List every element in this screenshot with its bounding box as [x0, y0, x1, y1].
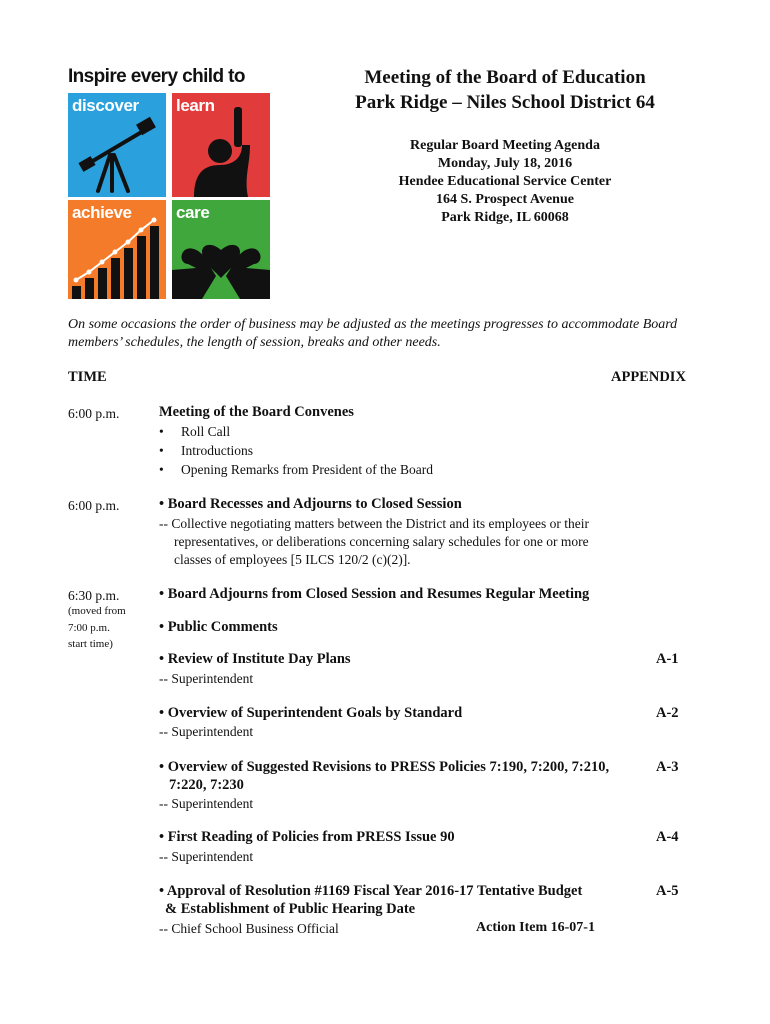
- action-item-number: Action Item 16-07-1: [476, 920, 595, 935]
- agenda-time: 6:00 p.m.: [68, 406, 120, 421]
- agenda-item-desc: representatives, or deliberations concerning salary schedules for one or more: [174, 534, 589, 549]
- logo-word-learn: learn: [176, 96, 215, 115]
- agenda-item-title: • Overview of Superintendent Goals by Standard: [159, 705, 463, 721]
- agenda-item-title-cont: & Establishment of Public Hearing Date: [165, 901, 416, 917]
- raised-hand-child-icon: [172, 93, 270, 197]
- logo-tagline: Inspire every child to: [68, 66, 245, 87]
- agenda-bullet: • Opening Remarks from President of the Board: [159, 462, 433, 477]
- logo-word-discover: discover: [72, 96, 139, 115]
- agenda-item-title: Meeting of the Board Convenes: [159, 404, 354, 420]
- logo-tile-care: [172, 200, 270, 299]
- agenda-presenter: -- Superintendent: [159, 796, 254, 811]
- logo-tile-discover: [68, 93, 166, 197]
- logo-tile-learn: [172, 93, 270, 197]
- district-logo: [68, 66, 270, 300]
- growth-chart-icon: [68, 200, 166, 299]
- agenda-bullet-text: Roll Call: [181, 424, 231, 439]
- agenda-bullet-text: Introductions: [181, 443, 253, 458]
- agenda-item-desc: -- Collective negotiating matters between the District and its employees or their: [159, 516, 589, 531]
- agenda-presenter: -- Superintendent: [159, 724, 254, 739]
- meeting-street: 164 S. Prospect Avenue: [436, 192, 574, 207]
- appendix-ref: A-5: [656, 883, 679, 899]
- agenda-time: 6:30 p.m.: [68, 588, 120, 603]
- agenda-presenter: -- Chief School Business Official: [159, 921, 339, 936]
- telescope-icon: [68, 93, 166, 197]
- agenda-presenter: -- Superintendent: [159, 671, 254, 686]
- agenda-item-title-cont: 7:220, 7:230: [169, 777, 244, 793]
- agenda-item-title: • Board Adjourns from Closed Session and Resumes Regular Meeting: [159, 586, 590, 602]
- agenda-item-title: • First Reading of Policies from PRESS Issue 90: [159, 829, 455, 845]
- meeting-city: Park Ridge, IL 60068: [441, 210, 569, 225]
- meeting-date: Monday, July 18, 2016: [437, 156, 573, 171]
- appendix-column-header: APPENDIX: [611, 369, 686, 385]
- agenda-bullet-text: Opening Remarks from President of the Board: [181, 462, 433, 477]
- time-note: start time): [68, 638, 113, 650]
- agenda-type: Regular Board Meeting Agenda: [410, 138, 600, 153]
- district-name: Park Ridge – Niles School District 64: [355, 92, 655, 113]
- heart-hands-icon: [172, 200, 270, 299]
- agenda-presenter: -- Superintendent: [159, 849, 254, 864]
- agenda-item-title: • Board Recesses and Adjourns to Closed Session: [159, 496, 462, 512]
- agenda-item-title: • Review of Institute Day Plans: [159, 651, 351, 667]
- agenda-item-title: • Overview of Suggested Revisions to PRESS Policies 7:190, 7:200, 7:210,: [159, 759, 610, 775]
- agenda-item-title: • Public Comments: [159, 619, 278, 635]
- agenda-bullet: • Roll Call: [159, 424, 231, 439]
- appendix-ref: A-4: [656, 829, 679, 845]
- appendix-ref: A-2: [656, 705, 679, 721]
- time-note: 7:00 p.m.: [68, 622, 110, 634]
- logo-word-care: care: [176, 203, 210, 222]
- time-note: (moved from: [68, 605, 126, 617]
- logo-word-achieve: achieve: [72, 203, 132, 222]
- logo-tile-achieve: [68, 200, 166, 299]
- meeting-location: Hendee Educational Service Center: [398, 174, 612, 189]
- agenda-bullet: • Introductions: [159, 443, 253, 458]
- appendix-ref: A-1: [656, 651, 679, 667]
- agenda-item-desc: classes of employees [5 ILCS 120/2 (c)(2)].: [174, 552, 411, 567]
- time-column-header: TIME: [68, 369, 107, 385]
- meeting-title: Meeting of the Board of Education: [364, 67, 646, 88]
- intro-note: On some occasions the order of business may be adjusted as the meetings progresses to accommodate Board members’ schedules, the length of session, breaks and other needs.: [68, 317, 678, 350]
- agenda-item-title: • Approval of Resolution #1169 Fiscal Year 2016-17 Tentative Budget: [159, 883, 583, 899]
- appendix-ref: A-3: [656, 759, 679, 775]
- agenda-time: 6:00 p.m.: [68, 498, 120, 513]
